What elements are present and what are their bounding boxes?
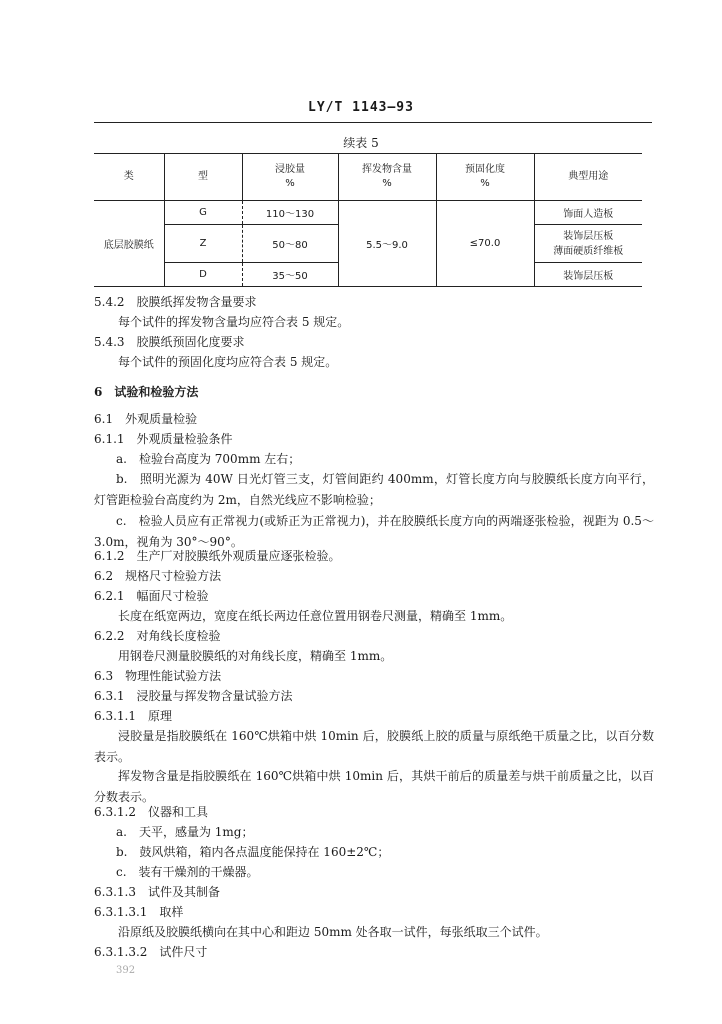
paragraph: 每个试件的挥发物含量均应符合表 5 规定。 [118, 315, 350, 329]
clause-heading: 6.3.1 浸胶量与挥发物含量试验方法 [94, 689, 293, 703]
spec-table [94, 153, 642, 287]
clause-heading: 6.3.1.3.2 试件尺寸 [94, 945, 208, 959]
col-header-dipping: 浸胶量 % [242, 154, 338, 201]
table-row [94, 201, 642, 225]
list-item: b. 照明光源为 40W 日光灯管三支，灯管间距约 400mm，灯管长度方向与胶膜纸长度方向平行，灯管距检验台高度约为 2m，自然光线应不影响检验； [94, 472, 654, 507]
clause-heading: 6.2.2 对角线长度检验 [94, 629, 221, 643]
page-number: 392 [116, 965, 136, 976]
page-header: LY/T 1143—93 [308, 100, 414, 115]
clause-heading: 5.4.2 胶膜纸挥发物含量要求 [94, 295, 257, 309]
clause-heading: 5.4.3 胶膜纸预固化度要求 [94, 335, 245, 349]
clause-heading: 6.3.1.3 试件及其制备 [94, 885, 220, 899]
col-header-category: 类 [94, 154, 164, 201]
col-header-use: 典型用途 [534, 154, 642, 201]
clause-heading: 6.3.1.1 原理 [94, 709, 172, 723]
paragraph: 每个试件的预固化度均应符合表 5 规定。 [118, 355, 338, 369]
clause-heading: 6.2 规格尺寸检验方法 [94, 569, 222, 583]
type-cell: G [164, 201, 242, 225]
clause-heading: 6.1.1 外观质量检验条件 [94, 432, 233, 446]
clause-heading: 6.3.1.3.1 取样 [94, 905, 184, 919]
paragraph: 挥发物含量是指胶膜纸在 160℃烘箱中烘 10min 后，其烘干前后的质量差与烘干前质量之比，以百分数表示。 [94, 769, 654, 804]
col-header-volatile: 挥发物含量 % [338, 154, 436, 201]
header-rule [94, 122, 652, 123]
type-cell: D [164, 263, 242, 287]
section-heading: 6 试验和检验方法 [94, 385, 199, 399]
paragraph: 浸胶量是指胶膜纸在 160℃烘箱中烘 10min 后，胶膜纸上胶的质量与原纸绝干质量之比，以百分数表示。 [94, 729, 654, 764]
dipping-cell: 35～50 [242, 263, 338, 287]
category-cell: 底层胶膜纸 [94, 201, 164, 287]
use-cell: 饰面人造板 [534, 201, 642, 225]
clause-heading: 6.1.2 生产厂对胶膜纸外观质量应逐张检验。 [94, 549, 341, 563]
clause-heading: 6.1 外观质量检验 [94, 412, 198, 426]
precure-cell: ≤70.0 [436, 201, 534, 287]
list-item: c. 装有干燥剂的干燥器。 [116, 865, 259, 879]
dipping-cell: 110～130 [242, 201, 338, 225]
col-header-type: 型 [164, 154, 242, 201]
use-cell: 装饰层压板 [534, 263, 642, 287]
type-cell: Z [164, 225, 242, 263]
use-cell: 装饰层压板 薄面硬质纤维板 [534, 225, 642, 263]
clause-heading: 6.3 物理性能试验方法 [94, 669, 222, 683]
table-title: 续表 5 [343, 136, 379, 150]
clause-heading: 6.3.1.2 仪器和工具 [94, 805, 208, 819]
paragraph: 沿原纸及胶膜纸横向在其中心和距边 50mm 处各取一试件，每张纸取三个试件。 [118, 925, 548, 939]
col-header-precure: 预固化度 % [436, 154, 534, 201]
dipping-cell: 50～80 [242, 225, 338, 263]
clause-heading: 6.2.1 幅面尺寸检验 [94, 589, 209, 603]
paragraph: 用钢卷尺测量胶膜纸的对角线长度，精确至 1mm。 [118, 649, 393, 663]
list-item: a. 天平，感量为 1mg； [116, 825, 254, 839]
volatile-cell: 5.5～9.0 [338, 201, 436, 287]
paragraph: 长度在纸宽两边，宽度在纸长两边任意位置用钢卷尺测量，精确至 1mm。 [118, 609, 513, 623]
list-item: a. 检验台高度为 700mm 左右； [116, 452, 301, 466]
list-item: b. 鼓风烘箱，箱内各点温度能保持在 160±2℃； [116, 845, 390, 859]
table-header-row [94, 154, 642, 201]
list-item: c. 检验人员应有正常视力(或矫正为正常视力)，并在胶膜纸长度方向的两端逐张检验，视距为 0.5～3.0m，视角为 30°～90°。 [94, 514, 654, 549]
